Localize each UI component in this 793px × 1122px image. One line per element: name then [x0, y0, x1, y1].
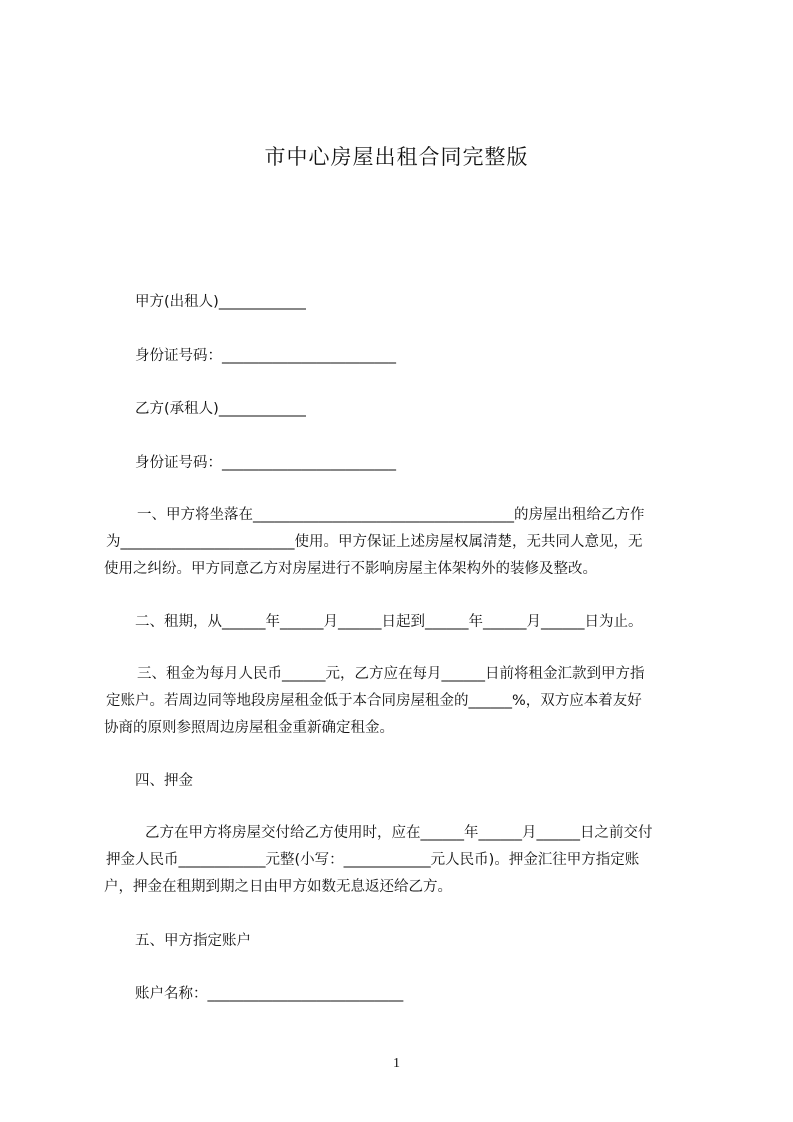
clause-3-line-1: 三、租金为每月人民币______元，乙方应在每月______日前将租金汇款到甲方指 — [137, 666, 645, 682]
lessor-id-line: 身份证号码：________________________ — [135, 348, 396, 364]
clause-3-line-2: 定账户。若周边同等地段房屋租金低于本合同房屋租金的______%，双方应本着友好 — [106, 693, 642, 709]
clause-4-line-2: 押金人民币____________元整(小写：____________元人民币)。押金汇往甲方指定账 — [106, 852, 640, 868]
clause-3-line-3: 协商的原则参照周边房屋租金重新确定租金。 — [104, 720, 394, 736]
lessee-id-line: 身份证号码：________________________ — [135, 455, 396, 471]
clause-2-line: 二、租期，从______年______月______日起到______年______月______日为止。 — [135, 614, 643, 630]
lessee-line: 乙方(承租人)____________ — [135, 401, 306, 417]
lessor-line: 甲方(出租人)____________ — [135, 294, 306, 310]
clause-5-heading: 五、甲方指定账户 — [135, 933, 251, 949]
clause-1-line-1: 一、甲方将坐落在____________________________________的房屋出租给乙方作 — [137, 507, 645, 523]
clause-4-line-1: 乙方在甲方将房屋交付给乙方使用时，应在______年______月______日之前交付 — [145, 825, 653, 841]
clause-1-line-3: 使用之纠纷。甲方同意乙方对房屋进行不影响房屋主体架构外的装修及整改。 — [104, 561, 597, 577]
page-number: 1 — [393, 1056, 400, 1071]
document-title: 市中心房屋出租合同完整版 — [264, 145, 529, 169]
clause-1-line-2: 为________________________使用。甲方保证上述房屋权属清楚，无共同人意见，无 — [106, 534, 643, 550]
clause-4-line-3: 户，押金在租期到期之日由甲方如数无息返还给乙方。 — [104, 879, 452, 895]
account-name-line: 账户名称：___________________________ — [135, 986, 404, 1002]
clause-4-heading: 四、押金 — [135, 773, 193, 789]
